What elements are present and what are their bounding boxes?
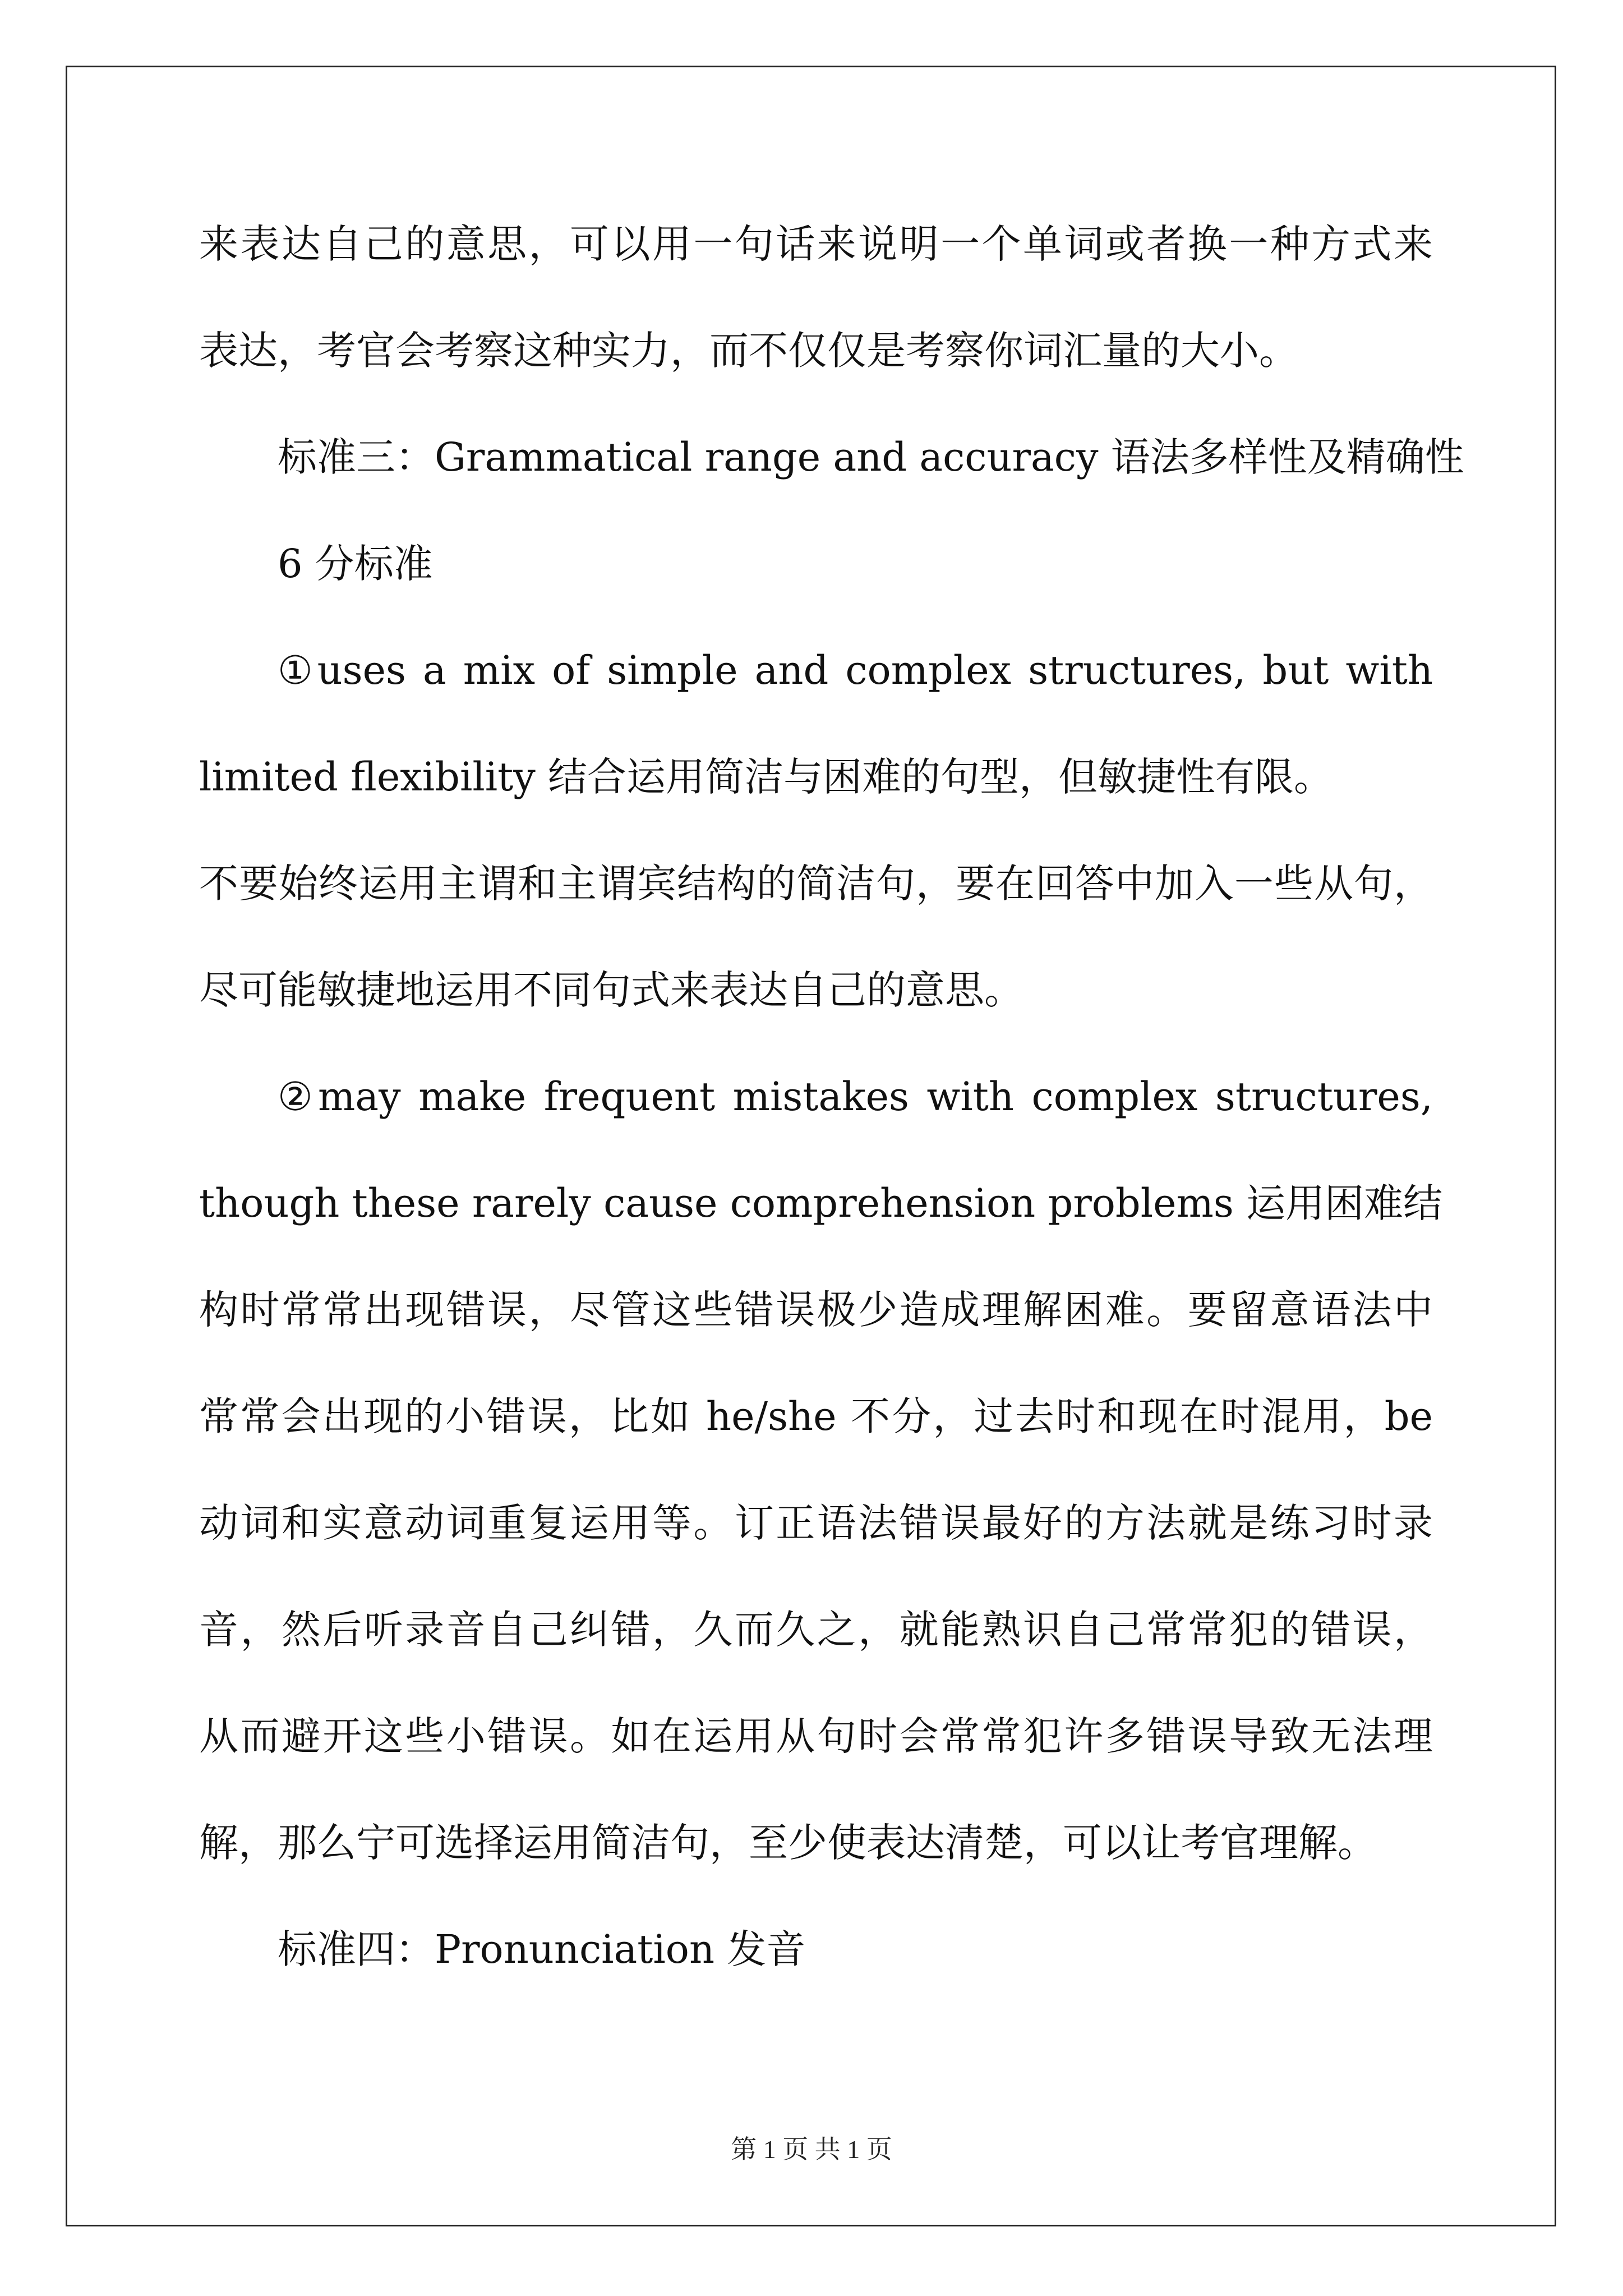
text-line: 从而避开这些小错误。如在运用从句时会常常犯许多错误导致无法理	[199, 1713, 1433, 1759]
criterion-item: ①uses a mix of simple and complex structures, but with	[278, 647, 1433, 693]
text-line: 构时常常出现错误，尽管这些错误极少造成理解困难。要留意语法中	[199, 1287, 1433, 1333]
page-number-footer: 第 1 页 共 1 页	[731, 2135, 892, 2164]
text-line: 不要始终运用主谓和主谓宾结构的简洁句，要在回答中加入一些从句，	[199, 861, 1433, 907]
text-line: 音，然后听录音自己纠错，久而久之，就能熟识自己常常犯的错误，	[199, 1607, 1433, 1653]
text-line: 尽可能敏捷地运用不同句式来表达自己的意思。	[199, 967, 1023, 1013]
text-line: 解，那么宁可选择运用简洁句，至少使表达清楚，可以让考官理解。	[199, 1820, 1377, 1866]
band-score-heading: 6 分标准	[278, 541, 433, 587]
text-line: 常常会出现的小错误，比如 he/she 不分，过去时和现在时混用，be	[199, 1393, 1433, 1439]
text-line: though these rarely cause comprehension problems 运用困难结	[199, 1180, 1443, 1226]
criterion-item: ②may make frequent mistakes with complex structures,	[278, 1074, 1433, 1120]
text-line: 表达，考官会考察这种实力，而不仅仅是考察你词汇量的大小。	[199, 328, 1298, 374]
text-line: 动词和实意动词重复运用等。订正语法错误最好的方法就是练习时录	[199, 1500, 1433, 1546]
section-heading: 标准四：Pronunciation 发音	[278, 1926, 806, 1972]
text-line: 来表达自己的意思，可以用一句话来说明一个单词或者换一种方式来	[199, 221, 1433, 267]
document-body	[199, 213, 1464, 2025]
section-heading: 标准三：Grammatical range and accuracy 语法多样性及精确性	[278, 434, 1464, 480]
text-line: limited flexibility 结合运用简洁与困难的句型，但敏捷性有限。	[199, 754, 1334, 800]
